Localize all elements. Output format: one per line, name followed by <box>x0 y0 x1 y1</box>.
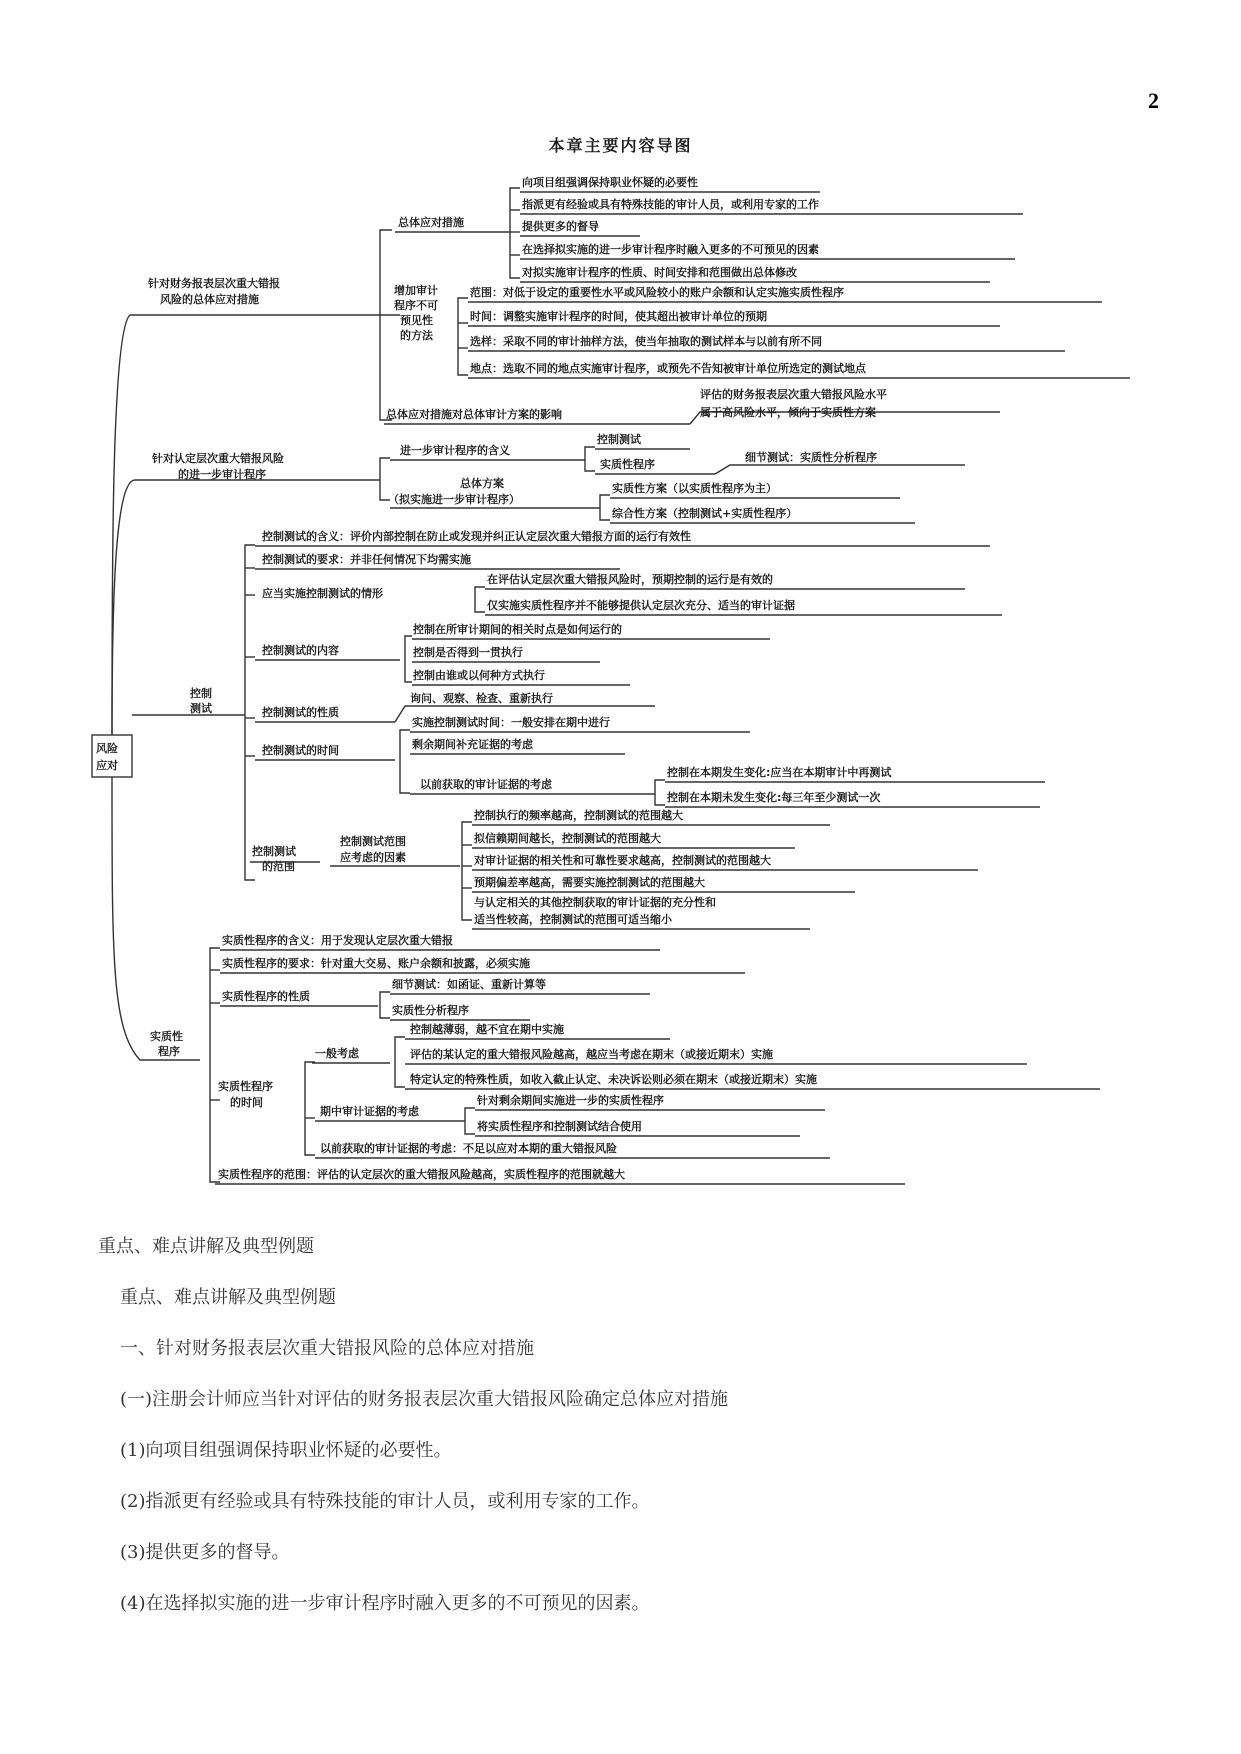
n3-requirement: 控制测试的要求：并非任何情况下均需实施 <box>262 553 471 566</box>
n4-general-item-1: 控制越薄弱，越不宜在期中实施 <box>410 1023 564 1036</box>
branch-line-n4 <box>112 777 200 1060</box>
n4-general-item-3: 特定认定的特殊性质，如收入截止认定、未决诉讼则必须在期末（或接近期末）实施 <box>410 1073 817 1086</box>
n4-scope: 实质性程序的范围：评估的认定层次的重大错报风险越高，实质性程序的范围就越大 <box>218 1168 625 1181</box>
n2-2-item-2: 综合性方案（控制测试+实质性程序） <box>612 507 798 520</box>
branch-line-n2 <box>112 480 380 735</box>
n3-prior-item-1: 控制在本期发生变化:应当在本期审计中再测试 <box>667 766 892 779</box>
n1-1-item-3: 提供更多的督导 <box>522 220 599 233</box>
diagram-title: 本章主要内容导图 <box>548 136 693 155</box>
section-heading: 重点、难点讲解及典型例题 <box>98 1236 314 1257</box>
n4-general: 一般考虑 <box>315 1047 359 1060</box>
n1-1-connector <box>380 230 392 315</box>
root-node-label-1: 风险 <box>96 742 118 755</box>
n2-2-label-1: 总体方案 <box>460 477 504 490</box>
n1-2-label-3: 预见性 <box>400 314 433 327</box>
n2-1-label: 进一步审计程序的含义 <box>400 444 510 457</box>
section-heading-repeat: 重点、难点讲解及典型例题 <box>120 1287 336 1308</box>
n3-nature-item: 询问、观察、检查、重新执行 <box>410 692 553 705</box>
n4-requirement: 实质性程序的要求：针对重大交易、账户余额和披露，必须实施 <box>222 957 530 970</box>
n3-scope-item-2: 拟信赖期间越长，控制测试的范围越大 <box>474 832 661 845</box>
n3-when-item-2: 仅实施实质性程序并不能够提供认定层次充分、适当的审计证据 <box>487 599 795 612</box>
n3-scope-label-2: 的范围 <box>262 860 295 873</box>
n1-2-item-1: 范围：对低于设定的重要性水平或风险较小的账户余额和认定实施实质性程序 <box>470 286 844 299</box>
n1-label-1: 针对财务报表层次重大错报 <box>148 277 280 290</box>
n4-interim-item-2: 将实质性程序和控制测试结合使用 <box>477 1120 642 1133</box>
n3-timing-item-1: 实施控制测试时间：一般安排在期中进行 <box>412 716 610 729</box>
n2-1-detail: 细节测试：实质性分析程序 <box>745 451 877 464</box>
n3-nature: 控制测试的性质 <box>262 706 339 719</box>
n4-meaning: 实质性程序的含义：用于发现认定层次重大错报 <box>222 934 453 947</box>
n1-2-label-2: 程序不可 <box>394 299 438 312</box>
n3-content-item-3: 控制由谁或以何种方式执行 <box>413 669 545 682</box>
n1-2-item-3: 选样：采取不同的审计抽样方法，使当年抽取的测试样本与以前有所不同 <box>470 335 822 348</box>
n2-1-item-2: 实质性程序 <box>600 458 655 471</box>
n1-1-item-1: 向项目组强调保持职业怀疑的必要性 <box>522 176 698 189</box>
n1-label-2: 风险的总体应对措施 <box>160 293 259 306</box>
list-item: (4)在选择拟实施的进一步审计程序时融入更多的不可预见的因素。 <box>120 1593 650 1614</box>
root-node-label-2: 应对 <box>96 759 118 772</box>
n4-nature: 实质性程序的性质 <box>222 990 310 1003</box>
n3-content-item-1: 控制在所审计期间的相关时点是如何运行的 <box>413 623 622 636</box>
n2-2-label-2: （拟实施进一步审计程序） <box>388 493 520 506</box>
n3-scope-item-1: 控制执行的频率越高，控制测试的范围越大 <box>474 809 683 822</box>
n3-label-1: 控制 <box>190 687 212 700</box>
n3-when-item-1: 在评估认定层次重大错报风险时，预期控制的运行是有效的 <box>487 573 773 586</box>
n4-prior: 以前获取的审计证据的考虑：不足以应对本期的重大错报风险 <box>320 1142 617 1155</box>
n4-nature-item-1: 细节测试：如函证、重新计算等 <box>392 978 546 991</box>
n2-label-1: 针对认定层次重大错报风险 <box>152 452 284 465</box>
n4-label-1: 实质性 <box>150 1030 183 1043</box>
list-item: (2)指派更有经验或具有特殊技能的审计人员，或利用专家的工作。 <box>120 1491 650 1512</box>
n4-nature-item-2: 实质性分析程序 <box>392 1004 469 1017</box>
n4-general-item-2: 评估的某认定的重大错报风险越高，越应当考虑在期末（或接近期末）实施 <box>410 1048 773 1061</box>
n1-2-item-2: 时间：调整实施审计程序的时间，使其超出被审计单位的预期 <box>470 310 767 323</box>
n3-scope-item-5: 与认定相关的其他控制获取的审计证据的充分性和 <box>474 896 716 909</box>
list-item: (3)提供更多的督导。 <box>120 1542 290 1563</box>
n3-content: 控制测试的内容 <box>262 644 339 657</box>
subheading-1: (一)注册会计师应当针对评估的财务报表层次重大错报风险确定总体应对措施 <box>120 1389 729 1410</box>
n3-scope-item-6: 适当性较高，控制测试的范围可适当缩小 <box>474 913 672 926</box>
n3-scope-factor-2: 应考虑的因素 <box>340 851 406 864</box>
n1-2-item-4: 地点：选取不同的地点实施审计程序，或预先不告知被审计单位所选定的测试地点 <box>470 362 866 375</box>
n4-interim: 期中审计证据的考虑 <box>320 1105 419 1118</box>
n2-label-2: 的进一步审计程序 <box>178 468 266 481</box>
n3-timing: 控制测试的时间 <box>262 744 339 757</box>
n3-scope-item-4: 预期偏差率越高，需要实施控制测试的范围越大 <box>474 876 705 889</box>
n3-label-2: 测试 <box>190 702 212 715</box>
n2-2-item-1: 实质性方案（以实质性程序为主） <box>612 482 777 495</box>
n3-scope-item-3: 对审计证据的相关性和可靠性要求越高，控制测试的范围越大 <box>474 854 771 867</box>
n1-2-label-4: 的方法 <box>400 329 433 342</box>
n3-when: 应当实施控制测试的情形 <box>262 587 383 600</box>
n1-3-connector <box>380 315 392 420</box>
n1-1-item-4: 在选择拟实施的进一步审计程序时融入更多的不可预见的因素 <box>522 243 819 256</box>
page-number: 2 <box>1148 88 1159 113</box>
n3-prior: 以前获取的审计证据的考虑 <box>420 778 552 791</box>
n3-meaning: 控制测试的含义：评价内部控制在防止或发现并纠正认定层次重大错报方面的运行有效性 <box>262 530 691 543</box>
n3-scope-label-1: 控制测试 <box>252 845 296 858</box>
n4-timing-label-2: 的时间 <box>230 1096 263 1109</box>
n1-2-label-1: 增加审计 <box>394 284 438 297</box>
n1-1-item-2: 指派更有经验或具有特殊技能的审计人员，或利用专家的工作 <box>522 198 819 211</box>
n1-1-label: 总体应对措施 <box>398 216 464 229</box>
n1-3-item-1: 评估的财务报表层次重大错报风险水平 <box>700 388 887 401</box>
n3-prior-item-2: 控制在本期未发生变化:每三年至少测试一次 <box>667 791 881 804</box>
n1-1-item-5: 对拟实施审计程序的性质、时间安排和范围做出总体修改 <box>522 266 797 279</box>
branch-line-n1 <box>112 315 400 735</box>
n4-interim-item-1: 针对剩余期间实施进一步的实质性程序 <box>477 1094 664 1107</box>
n1-3-label: 总体应对措施对总体审计方案的影响 <box>386 408 562 421</box>
n3-content-item-2: 控制是否得到一贯执行 <box>413 646 523 659</box>
list-item: (1)向项目组强调保持职业怀疑的必要性。 <box>120 1440 452 1461</box>
n3-scope-factor-1: 控制测试范围 <box>340 835 406 848</box>
n1-3-item-2: 属于高风险水平，倾向于实质性方案 <box>700 406 876 419</box>
n2-1-item-1: 控制测试 <box>597 433 641 446</box>
n4-label-2: 程序 <box>158 1045 180 1058</box>
n3-timing-item-2: 剩余期间补充证据的考虑 <box>412 738 533 751</box>
heading-1: 一、针对财务报表层次重大错报风险的总体应对措施 <box>120 1338 534 1359</box>
n4-timing-label-1: 实质性程序 <box>218 1080 273 1093</box>
